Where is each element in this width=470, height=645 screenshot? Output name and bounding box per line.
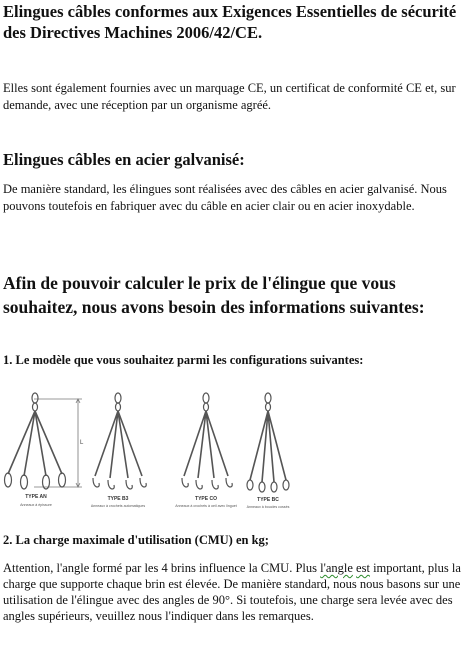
type-b3-label: TYPE B3: [107, 496, 129, 502]
heading-ce-conformity: Elingues câbles conformes aux Exigences Essentielles de sécurité des Directives Machines 2006/42/CE.: [3, 2, 457, 42]
step-2-cmu: 2. La charge maximale d'utilisation (CMU) en kg;: [3, 533, 269, 547]
sling-type-bc-icon: [247, 393, 289, 492]
paragraph-angle-note: [3, 560, 464, 624]
type-bc-label: TYPE BC: [257, 497, 279, 503]
type-an-desc: Anneaux à épissure: [20, 503, 52, 507]
angle-note-part1: Attention, l'angle formé par les 4 brins influence la CMU. Plus: [3, 561, 321, 575]
type-co-label: TYPE CO: [195, 496, 217, 502]
type-bc-desc: Anneaux à boucles cossés: [246, 505, 290, 509]
type-an-label: TYPE AN: [25, 494, 47, 500]
type-b3-desc: Anneaux à crochets automatiques: [90, 504, 146, 508]
heading-price-info: Afin de pouvoir calculer le prix de l'élingue que vous souhaitez, nous avons besoin des informations suivantes:: [3, 273, 425, 317]
dimension-label: L: [80, 440, 84, 446]
step-1-model: 1. Le modèle que vous souhaitez parmi les configurations suivantes:: [3, 353, 364, 367]
type-co-desc: Anneaux à crochets à oeil avec linguet: [175, 504, 237, 508]
paragraph-steel-options: De manière standard, les élingues sont réalisées avec des câbles en acier galvanisé. Nous pouvons toutefois en fabriquer avec du câble en acier clair ou en acier inoxydable.: [3, 182, 447, 213]
paragraph-ce-marking: Elles sont également fournies avec un marquage CE, un certificat de conformité CE et, sur demande, avec une réception par un organisme agréé.: [3, 81, 456, 112]
sling-type-co-icon: [182, 393, 232, 489]
heading-galvanized-steel: Elingues câbles en acier galvanisé:: [3, 150, 245, 169]
angle-note-underlined-2: est: [356, 561, 370, 575]
angle-note-underlined-1: l'angle: [320, 561, 353, 575]
angle-note-part3: important, plus la charge que supporte chaque brin est élevée. De manière standard, nous nous basons sur une utilisation de l'élingue avec des angles de 90°. Si toutefois, une charge sera levée avec des angles supérieurs, veuillez nous l'indiquer dans les remarques.: [3, 561, 461, 623]
sling-type-b3-icon: [93, 393, 146, 489]
sling-configurations-figure: [0, 392, 300, 522]
sling-type-an-icon: [5, 393, 66, 489]
